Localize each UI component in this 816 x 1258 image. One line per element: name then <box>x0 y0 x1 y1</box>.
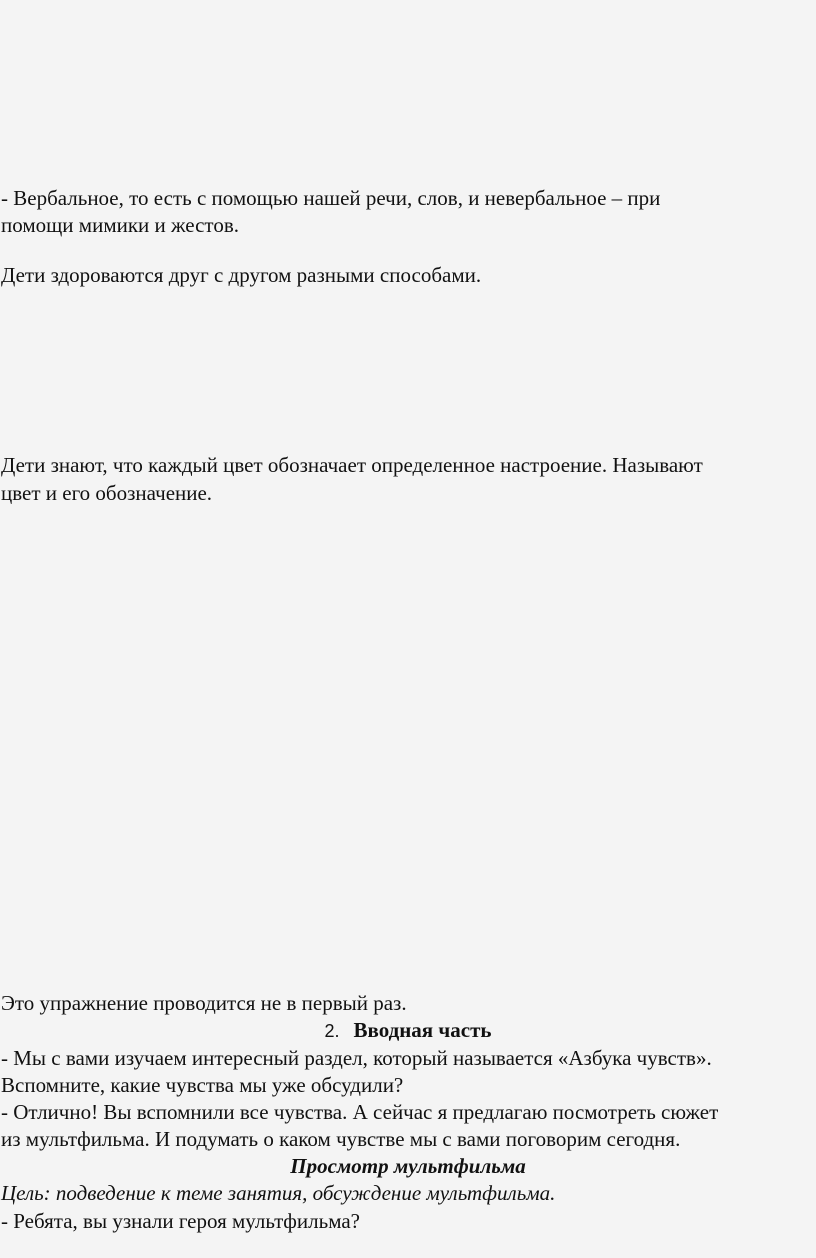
cartoon-heading: Просмотр мультфильма <box>290 1154 526 1178</box>
cartoon-question: - Ребята, вы узнали героя мультфильма? <box>1 1209 360 1233</box>
intro-line-2: Вспомните, какие чувства мы уже обсудили? <box>1 1073 404 1097</box>
paragraph-exercise: Это упражнение проводится не в первый раз. <box>1 991 407 1015</box>
paragraph-greeting: Дети здороваются друг с другом разными способами. <box>1 263 482 287</box>
intro-line-3: - Отлично! Вы вспомнили все чувства. А сейчас я предлагаю посмотреть сюжет <box>1 1100 719 1124</box>
paragraph-verbal-line-1: - Вербальное, то есть с помощью нашей речи, слов, и невербальное – при <box>1 186 661 210</box>
paragraph-colors-line-1: Дети знают, что каждый цвет обозначает определенное настроение. Называют <box>1 453 703 477</box>
section-number: 2. <box>324 1021 340 1041</box>
intro-line-4: из мультфильма. И подумать о каком чувстве мы с вами поговорим сегодня. <box>1 1127 681 1151</box>
paragraph-colors-line-2: цвет и его обозначение. <box>1 481 213 505</box>
section-heading <box>0 1017 816 1045</box>
paragraph-verbal-line-2: помощи мимики и жестов. <box>1 213 239 237</box>
cartoon-goal: Цель: подведение к теме занятия, обсуждение мультфильма. <box>1 1181 556 1205</box>
section-title: Вводная часть <box>353 1018 492 1042</box>
intro-line-1: - Мы с вами изучаем интересный раздел, который называется «Азбука чувств». <box>1 1046 712 1070</box>
